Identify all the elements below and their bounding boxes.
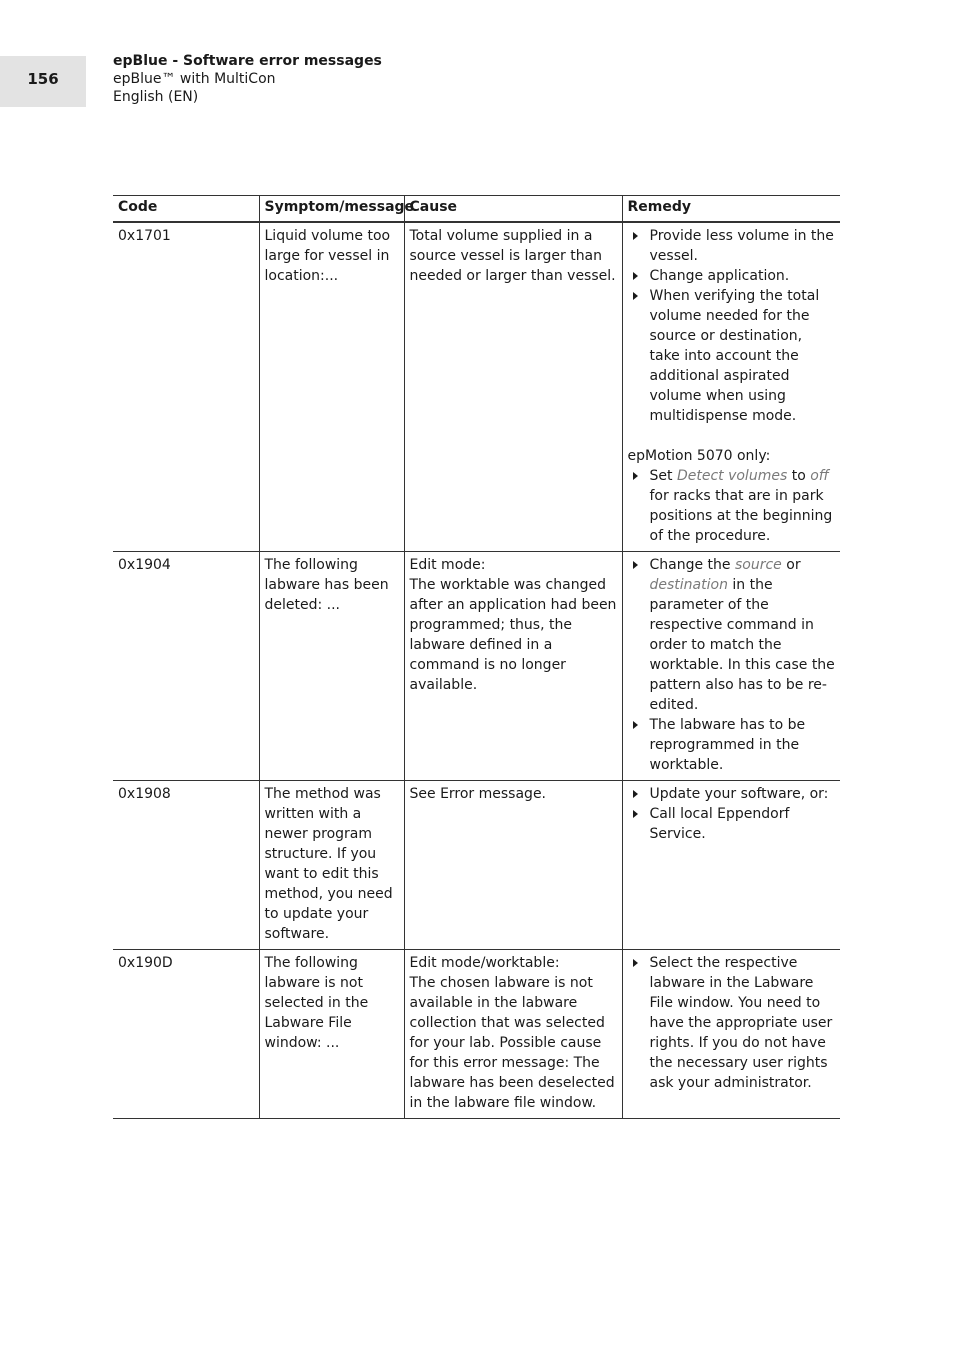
cause-text: The chosen labware is not available in the labware collection that was selected for your lab. Possible cause for this error message: The labware has been deselected in the labware file window. <box>409 975 615 1111</box>
error-code: 0x1908 <box>113 781 259 950</box>
remedy-list <box>628 784 836 844</box>
remedy-cell <box>622 552 840 781</box>
error-code: 0x190D <box>113 950 259 1119</box>
column-header-cause: Cause <box>404 196 622 223</box>
error-messages-table <box>113 195 840 1119</box>
cause-cell <box>404 950 622 1119</box>
remedy-list <box>628 953 836 1093</box>
remedy-text: Change the <box>649 557 735 573</box>
cause-cell <box>404 781 622 950</box>
remedy-item: Select the respective labware in the Labware File window. You need to have the appropriate user rights. If you do not have the necessary user rights ask your administrator. <box>628 953 836 1093</box>
remedy-text: Set <box>649 468 677 484</box>
parameter-name: destination <box>649 577 728 593</box>
remedy-item: Update your software, or: <box>628 784 836 804</box>
symptom-message: The following labware has been deleted: ... <box>259 552 404 781</box>
cause-text: Edit mode: <box>409 557 486 573</box>
table-header-row <box>113 196 840 223</box>
setting-name: Detect volumes <box>676 468 788 484</box>
header-title: epBlue - Software error messages <box>113 53 382 69</box>
table-row <box>113 222 840 552</box>
cause-cell <box>404 222 622 552</box>
cause-cell <box>404 552 622 781</box>
remedy-cell <box>622 950 840 1119</box>
table-row <box>113 781 840 950</box>
remedy-item: Provide less volume in the vessel. <box>628 226 836 266</box>
column-header-code: Code <box>113 196 259 223</box>
cause-text: The worktable was changed after an application had been programmed; thus, the labware defined in a command is no longer available. <box>409 577 617 693</box>
remedy-text: or <box>781 557 801 573</box>
remedy-text: to <box>787 468 811 484</box>
cause-text: See Error message. <box>409 786 547 802</box>
cause-text: Total volume supplied in a source vessel is larger than needed or larger than vessel. <box>409 228 616 284</box>
remedy-list <box>628 466 836 546</box>
remedy-item: The labware has to be reprogrammed in the worktable. <box>628 715 836 775</box>
column-header-remedy: Remedy <box>622 196 840 223</box>
column-header-symptom: Symptom/message <box>259 196 404 223</box>
remedy-text: for racks that are in park positions at the beginning of the procedure. <box>649 488 833 544</box>
header-language: English (EN) <box>113 89 199 105</box>
symptom-message: Liquid volume too large for vessel in location:... <box>259 222 404 552</box>
cause-text: Edit mode/worktable: <box>409 955 560 971</box>
page-number: 156 <box>27 70 59 88</box>
remedy-list <box>628 226 836 426</box>
remedy-note: epMotion 5070 only: <box>627 448 771 464</box>
table-row <box>113 950 840 1119</box>
remedy-item: Call local Eppendorf Service. <box>628 804 836 844</box>
parameter-name: source <box>734 557 782 573</box>
remedy-text: in the parameter of the respective command in order to match the worktable. In this case the pattern also has to be re-edited. <box>649 577 835 713</box>
table-row <box>113 552 840 781</box>
remedy-item: When verifying the total volume needed for the source or destination, take into account the additional aspirated volume when using multidispense mode. <box>628 286 836 426</box>
setting-value: off <box>810 468 829 484</box>
remedy-list <box>628 555 836 775</box>
symptom-message: The method was written with a newer program structure. If you want to edit this method, you need to update your software. <box>259 781 404 950</box>
remedy-cell <box>622 781 840 950</box>
header-product: epBlue™ with MultiCon <box>113 71 276 87</box>
running-header <box>113 52 382 106</box>
remedy-item <box>628 555 836 715</box>
page-number-tab <box>0 56 86 107</box>
error-code: 0x1904 <box>113 552 259 781</box>
symptom-message: The following labware is not selected in the Labware File window: ... <box>259 950 404 1119</box>
error-code: 0x1701 <box>113 222 259 552</box>
remedy-item <box>628 466 836 546</box>
remedy-cell <box>622 222 840 552</box>
remedy-item: Change application. <box>628 266 836 286</box>
